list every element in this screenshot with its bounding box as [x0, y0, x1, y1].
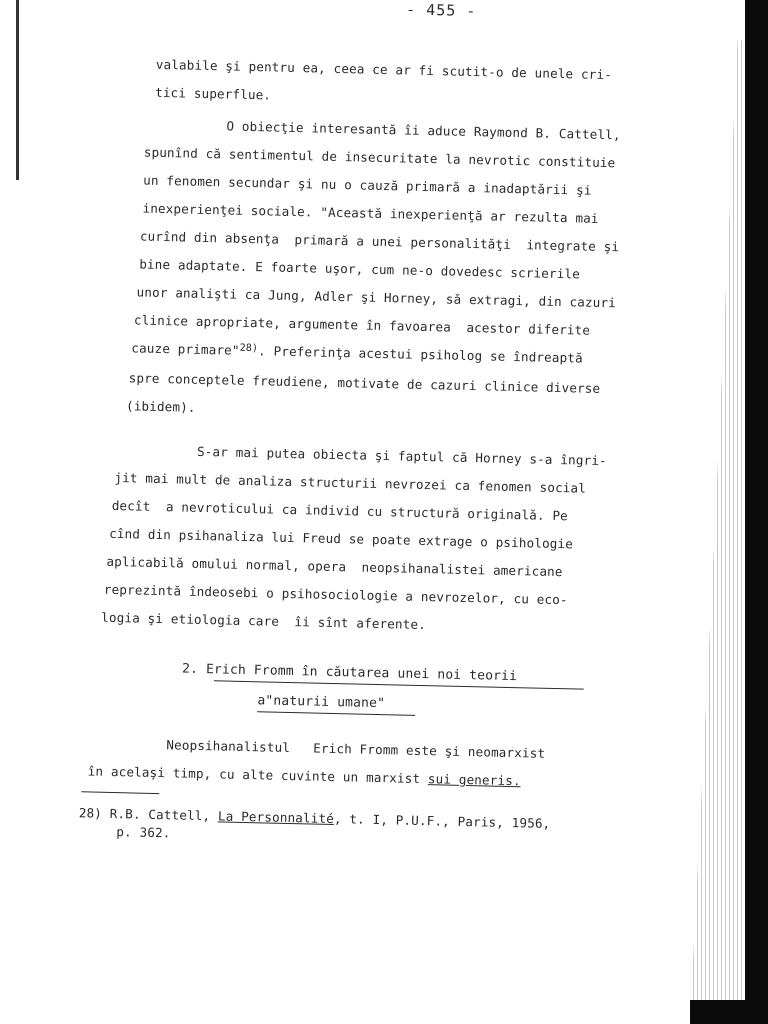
footnote-reference: 28) [239, 342, 259, 355]
paragraph-line: inexperienţei sociale. "Această inexperienţă ar rezulta mai [142, 200, 599, 226]
paragraph-line [131, 340, 583, 365]
section-heading-line-1: 2. Erich Fromm în căutarea unei noi teorii [181, 661, 518, 685]
footnote-line: p. 362. [116, 824, 171, 841]
paragraph-text: în acelaşi timp, cu alte cuvinte un marxist [87, 763, 429, 787]
paragraph-line: Neopsihanalistul Erich Fromm este şi neomarxist [166, 737, 546, 761]
paragraph-line: decît a nevroticului ca individ cu structură originală. Pe [111, 497, 569, 524]
paragraph-line: spunînd că sentimentul de insecuritate la nevrotic constituie [143, 144, 616, 171]
footnote-book-title: La Personnalité [217, 808, 335, 827]
footnote-text: R.B. Cattell, [101, 805, 219, 824]
page-number: - 455 - [405, 0, 477, 21]
footnote-separator [81, 791, 159, 794]
paragraph-line: un fenomen secundar şi nu o cauză primară a inadaptării şi [143, 172, 592, 198]
paragraph-line: cînd din psihanaliza lui Freud se poate extrage o psihologie [109, 525, 574, 552]
paragraph-line: clinice apropriate, argumente în favoarea acestor diferite [133, 312, 591, 338]
paragraph-line: spre conceptele freudiene, motivate de cazuri clinice diverse [128, 370, 601, 396]
paragraph-line: aplicabilă omului normal, opera neopsihanalistei americane [106, 553, 563, 580]
quote-end-text: cauze primare" [131, 340, 240, 358]
paragraph-line [88, 763, 521, 788]
paragraph-line: logia şi etiologia care îi sînt aferente. [101, 609, 427, 633]
section-heading-line-2: a"naturii umane" [257, 693, 386, 712]
underlined-term: sui generis. [427, 771, 521, 789]
paragraph-line: reprezintă îndeosebi o psihosociologie a nevrozelor, cu eco- [103, 581, 568, 608]
paragraph-line: (ibidem). [125, 398, 196, 415]
paragraph-line: unor analişti ca Jung, Adler şi Horney, să extragi, din cazuri [136, 284, 617, 311]
paragraph-line: curînd din absenţa primară a unei personalităţi integrate şi [139, 228, 620, 255]
paragraph-line: jit mai mult de analiza structurii nevrozei ca fenomen social [114, 469, 587, 496]
paragraph-text: . Preferinţa acestui psiholog se îndreaptă [257, 343, 583, 366]
paragraph-line: S-ar mai putea obiecta şi faptul că Horney s-a îngri- [196, 443, 607, 469]
footnote-marker: 28) [78, 805, 103, 821]
heading-underline [214, 680, 584, 689]
paragraph-line: bine adaptate. E foarte uşor, cum ne-o dovedesc scrierile [139, 256, 581, 282]
paragraph-line: valabile şi pentru ea, ceea ce ar fi scutit-o de unele cri- [155, 56, 613, 83]
heading-underline [257, 711, 415, 716]
footnote-text: , t. I, P.U.F., Paris, 1956, [333, 811, 551, 831]
paragraph-line: tici superflue. [155, 84, 272, 103]
paragraph-line: O obiecţie interesantă îi aduce Raymond B. Cattell, [226, 118, 621, 143]
